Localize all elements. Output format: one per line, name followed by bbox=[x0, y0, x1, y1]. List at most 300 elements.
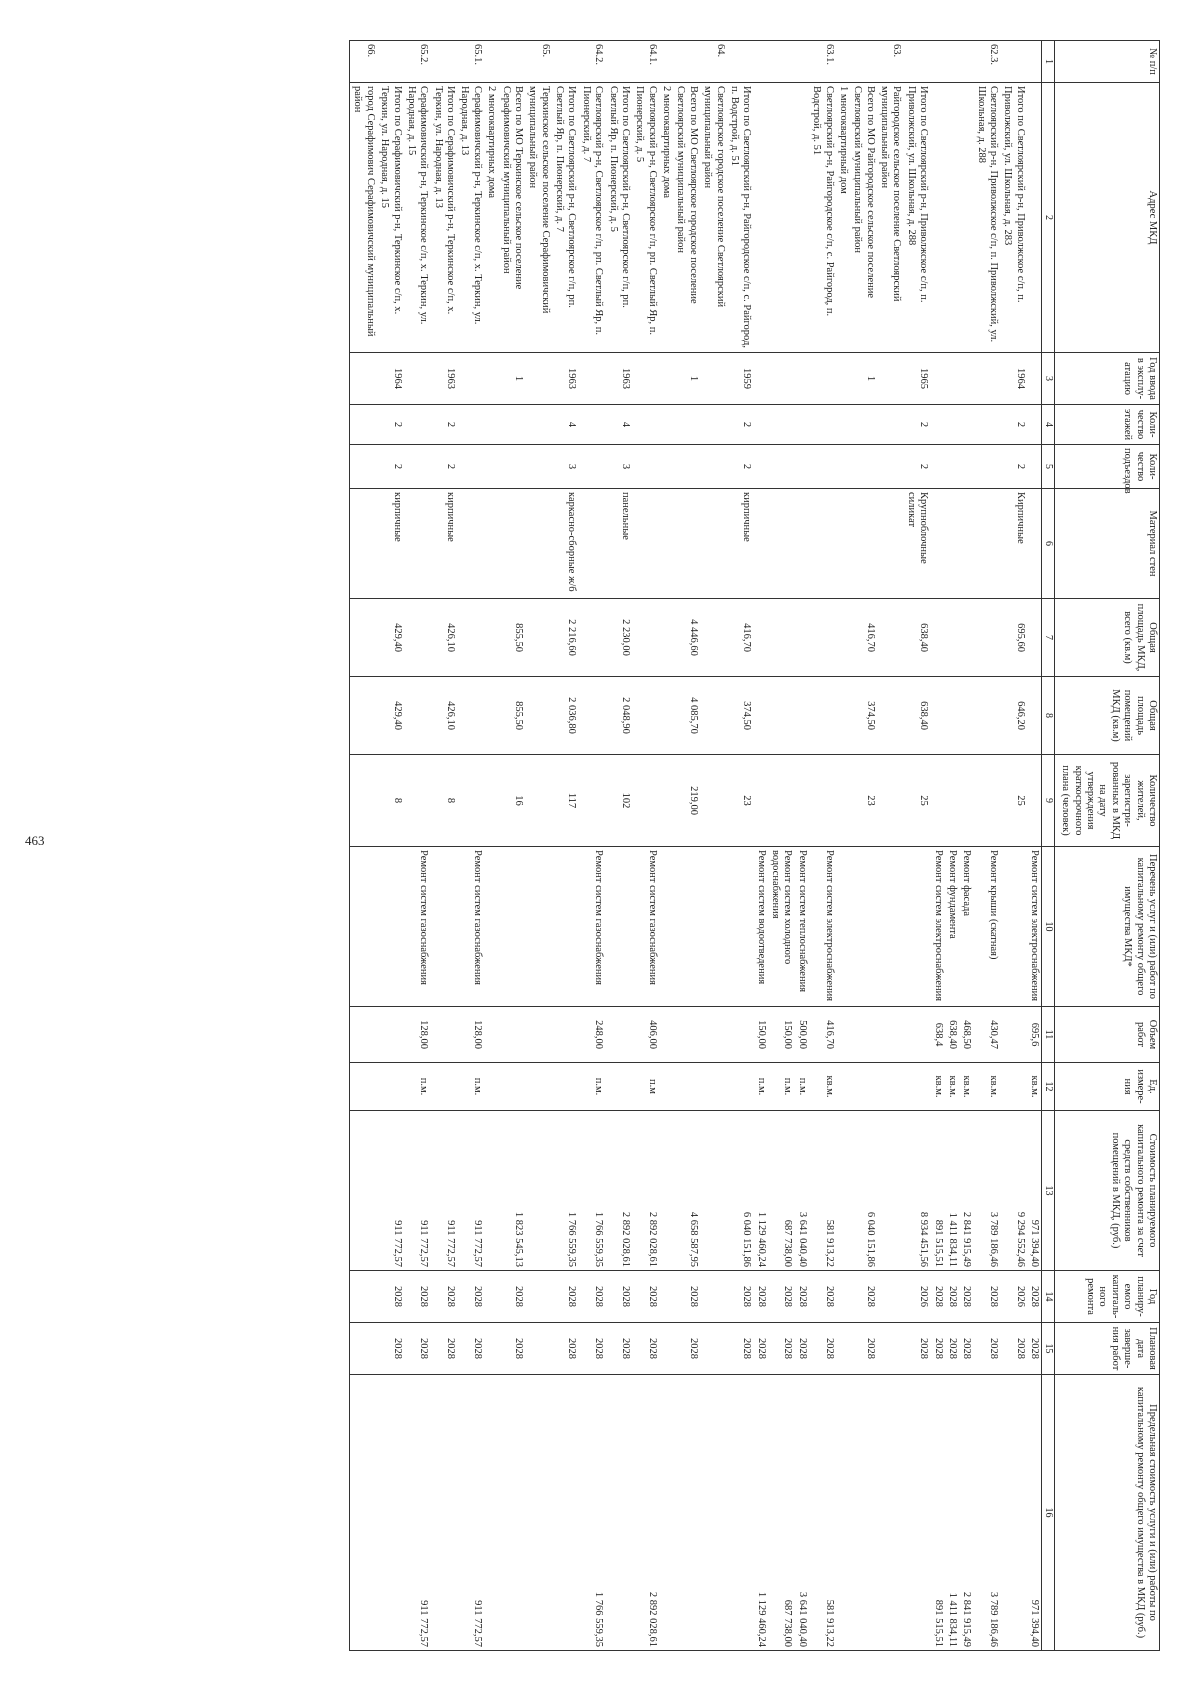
cell-premises-area bbox=[350, 677, 377, 755]
cell-floors bbox=[945, 405, 959, 445]
cell-year-built: 1 bbox=[673, 353, 700, 405]
cell-unit bbox=[525, 1063, 552, 1111]
cell-premises-area bbox=[794, 677, 808, 755]
cell-residents: 23 bbox=[850, 755, 877, 847]
cell-repair-year: 2028 bbox=[794, 1271, 808, 1323]
cell-floors bbox=[850, 405, 877, 445]
cell-max-cost: 971 394,40 bbox=[1027, 1375, 1042, 1651]
cell-residents: 8 bbox=[377, 755, 404, 847]
cell-year-built bbox=[525, 353, 552, 405]
cell-entrances bbox=[350, 445, 377, 489]
cell-entrances bbox=[404, 445, 431, 489]
cell-repair-year: 2028 bbox=[552, 1271, 579, 1323]
cell-completion-date: 2028 bbox=[809, 1323, 836, 1375]
cell-cost: 911 772,57 bbox=[404, 1111, 431, 1271]
cell-residents: 219,00 bbox=[673, 755, 700, 847]
cell-cost: 4 658 587,95 bbox=[673, 1111, 700, 1271]
cell-completion-date bbox=[350, 1323, 377, 1375]
cell-cost: 1 411 834,11 bbox=[945, 1111, 959, 1271]
cell-address: Итого по Серафимовичский р-н, Теркинское с/п, х. Теркин, ул. Народная, д. 15 bbox=[377, 83, 404, 353]
cell-unit: п.м. bbox=[768, 1063, 795, 1111]
cell-residents: 117 bbox=[552, 755, 579, 847]
cell-address bbox=[945, 83, 959, 353]
cell-row-number bbox=[794, 41, 808, 83]
cell-unit: п.м. bbox=[794, 1063, 808, 1111]
cell-max-cost bbox=[659, 1375, 673, 1651]
cell-repair-year: 2028 bbox=[1027, 1271, 1042, 1323]
cell-premises-area bbox=[700, 677, 727, 755]
cell-year-built: 1963 bbox=[430, 353, 457, 405]
cell-wall-material bbox=[850, 489, 877, 599]
cell-completion-date: 2028 bbox=[930, 1323, 944, 1375]
cell-wall-material bbox=[836, 489, 850, 599]
cell-work-volume bbox=[552, 1007, 579, 1063]
cell-unit bbox=[903, 1063, 930, 1111]
header-total-area: Общая площадь МКД, всего (кв.м) bbox=[1055, 599, 1160, 677]
cell-residents bbox=[809, 755, 836, 847]
cell-residents bbox=[350, 755, 377, 847]
header-residents: Количество жителей, зарегистри-рованных в МКД на дату утверждения краткосрочного плана (человек) bbox=[1055, 755, 1160, 847]
cell-floors bbox=[930, 405, 944, 445]
header-volume: Объем работ bbox=[1055, 1007, 1160, 1063]
column-number: 7 bbox=[1042, 599, 1055, 677]
page-number: 463 bbox=[25, 833, 45, 848]
cell-max-cost: 2 892 028,61 bbox=[632, 1375, 659, 1651]
cell-address bbox=[794, 83, 808, 353]
cell-floors bbox=[700, 405, 727, 445]
cell-floors bbox=[809, 405, 836, 445]
cell-unit bbox=[877, 1063, 904, 1111]
cell-residents bbox=[457, 755, 484, 847]
cell-floors bbox=[673, 405, 700, 445]
cell-repair-year: 2028 bbox=[973, 1271, 1000, 1323]
cell-total-area: 638,40 bbox=[903, 599, 930, 677]
cell-cost: 3 789 186,46 bbox=[973, 1111, 1000, 1271]
cell-cost: 687 738,00 bbox=[768, 1111, 795, 1271]
cell-total-area bbox=[794, 599, 808, 677]
cell-total-area bbox=[350, 599, 377, 677]
cell-work-type bbox=[673, 847, 700, 1007]
cell-completion-date bbox=[525, 1323, 552, 1375]
cell-residents bbox=[578, 755, 605, 847]
cell-max-cost bbox=[700, 1375, 727, 1651]
table-row bbox=[959, 41, 973, 1651]
cell-unit: п.м bbox=[632, 1063, 659, 1111]
cell-address: Итого по Светлоярский р-н, Райгородское с/п, с. Райгород, п. Водстрой, д. 51 bbox=[727, 83, 754, 353]
cell-completion-date: 2028 bbox=[794, 1323, 808, 1375]
cell-max-cost: 1 411 834,11 bbox=[945, 1375, 959, 1651]
cell-completion-date: 2028 bbox=[727, 1323, 754, 1375]
cell-total-area bbox=[632, 599, 659, 677]
cell-premises-area bbox=[809, 677, 836, 755]
table-row bbox=[430, 41, 457, 1651]
cell-work-volume bbox=[430, 1007, 457, 1063]
cell-wall-material bbox=[945, 489, 959, 599]
cell-residents: 16 bbox=[498, 755, 525, 847]
cell-entrances bbox=[930, 445, 944, 489]
cell-year-built bbox=[484, 353, 498, 405]
cell-work-volume bbox=[484, 1007, 498, 1063]
cell-year-built bbox=[877, 353, 904, 405]
column-number-row bbox=[1042, 41, 1055, 1651]
table-header bbox=[1042, 41, 1160, 1651]
cell-residents: 25 bbox=[1000, 755, 1027, 847]
cell-max-cost bbox=[498, 1375, 525, 1651]
cell-wall-material bbox=[457, 489, 484, 599]
cell-row-number bbox=[959, 41, 973, 83]
cell-row-number bbox=[930, 41, 944, 83]
cell-address: Райгородское сельское поселение Светлоярский муниципальный район bbox=[877, 83, 904, 353]
cell-completion-date: 2028 bbox=[959, 1323, 973, 1375]
cell-work-type bbox=[850, 847, 877, 1007]
cell-address: 1 многоквартирный дом bbox=[836, 83, 850, 353]
cell-max-cost bbox=[836, 1375, 850, 1651]
cell-premises-area: 4 085,70 bbox=[673, 677, 700, 755]
cell-address bbox=[768, 83, 795, 353]
cell-unit bbox=[727, 1063, 754, 1111]
cell-entrances: 2 bbox=[430, 445, 457, 489]
cell-address: Серафимовичский р-н, Теркинское с/п, х. Теркин, ул. Народная, д. 13 bbox=[457, 83, 484, 353]
column-number: 10 bbox=[1042, 847, 1055, 1007]
cell-cost: 581 913,22 bbox=[809, 1111, 836, 1271]
cell-completion-date bbox=[877, 1323, 904, 1375]
cell-premises-area bbox=[484, 677, 498, 755]
cell-entrances bbox=[809, 445, 836, 489]
cell-address: Итого по Светлоярский р-н, Приволжское с/п, п. Приволжский, ул. Школьная, д. 283 bbox=[1000, 83, 1027, 353]
cell-entrances bbox=[1027, 445, 1042, 489]
cell-max-cost bbox=[877, 1375, 904, 1651]
cell-row-number: 64. bbox=[700, 41, 727, 83]
header-row bbox=[1055, 41, 1160, 1651]
cell-year-built: 1 bbox=[850, 353, 877, 405]
cell-floors bbox=[794, 405, 808, 445]
cell-entrances: 2 bbox=[1000, 445, 1027, 489]
cell-wall-material bbox=[659, 489, 673, 599]
cell-premises-area bbox=[578, 677, 605, 755]
cell-year-built bbox=[753, 353, 767, 405]
cell-row-number: 66. bbox=[350, 41, 377, 83]
cell-row-number bbox=[1000, 41, 1027, 83]
cell-row-number bbox=[727, 41, 754, 83]
cell-total-area bbox=[809, 599, 836, 677]
cell-total-area bbox=[836, 599, 850, 677]
cell-residents bbox=[768, 755, 795, 847]
cell-address bbox=[753, 83, 767, 353]
cell-max-cost bbox=[525, 1375, 552, 1651]
cell-max-cost: 3 789 186,46 bbox=[973, 1375, 1000, 1651]
cell-residents bbox=[794, 755, 808, 847]
cell-max-cost: 1 129 460,24 bbox=[753, 1375, 767, 1651]
cell-premises-area bbox=[959, 677, 973, 755]
cell-work-type: Ремонт фундамента bbox=[945, 847, 959, 1007]
cell-row-number bbox=[753, 41, 767, 83]
cell-premises-area: 374,50 bbox=[850, 677, 877, 755]
table-row bbox=[457, 41, 484, 1651]
column-number: 6 bbox=[1042, 489, 1055, 599]
cell-year-built bbox=[809, 353, 836, 405]
cell-total-area: 426,10 bbox=[430, 599, 457, 677]
cell-residents bbox=[659, 755, 673, 847]
cell-year-built bbox=[973, 353, 1000, 405]
cell-work-volume bbox=[673, 1007, 700, 1063]
cell-cost: 8 934 451,56 bbox=[903, 1111, 930, 1271]
cell-unit bbox=[1000, 1063, 1027, 1111]
cell-year-built bbox=[700, 353, 727, 405]
cell-completion-date: 2028 bbox=[945, 1323, 959, 1375]
cell-work-type bbox=[1000, 847, 1027, 1007]
cell-work-type bbox=[903, 847, 930, 1007]
cell-floors: 2 bbox=[903, 405, 930, 445]
cell-row-number bbox=[605, 41, 632, 83]
cell-floors bbox=[525, 405, 552, 445]
cell-premises-area: 646,20 bbox=[1000, 677, 1027, 755]
cell-premises-area bbox=[632, 677, 659, 755]
cell-year-built: 1963 bbox=[552, 353, 579, 405]
cell-row-number bbox=[498, 41, 525, 83]
cell-row-number: 63. bbox=[877, 41, 904, 83]
cell-entrances bbox=[794, 445, 808, 489]
cell-work-type: Ремонт систем теплоснабжения bbox=[794, 847, 808, 1007]
cell-cost bbox=[877, 1111, 904, 1271]
cell-unit bbox=[350, 1063, 377, 1111]
cell-address: город Серафимович Серафимовичский муниципальный район bbox=[350, 83, 377, 353]
cell-entrances: 2 bbox=[377, 445, 404, 489]
header-premises-area: Общая площадь помещений МКД (кв.м) bbox=[1055, 677, 1160, 755]
cell-cost: 911 772,57 bbox=[377, 1111, 404, 1271]
cell-max-cost: 687 738,00 bbox=[768, 1375, 795, 1651]
cell-work-volume bbox=[1000, 1007, 1027, 1063]
cell-cost: 3 641 040,40 bbox=[794, 1111, 808, 1271]
cell-cost bbox=[484, 1111, 498, 1271]
cell-total-area bbox=[1027, 599, 1042, 677]
column-number: 1 bbox=[1042, 41, 1055, 83]
cell-premises-area bbox=[525, 677, 552, 755]
cell-repair-year: 2028 bbox=[430, 1271, 457, 1323]
table-row bbox=[768, 41, 795, 1651]
cell-entrances bbox=[457, 445, 484, 489]
cell-wall-material: Кирпичные bbox=[1000, 489, 1027, 599]
cell-cost: 891 515,51 bbox=[930, 1111, 944, 1271]
cell-total-area bbox=[959, 599, 973, 677]
cell-unit bbox=[430, 1063, 457, 1111]
cell-floors: 4 bbox=[552, 405, 579, 445]
cell-work-type bbox=[605, 847, 632, 1007]
cell-cost: 1 823 545,13 bbox=[498, 1111, 525, 1271]
cell-row-number bbox=[552, 41, 579, 83]
cell-total-area: 416,70 bbox=[727, 599, 754, 677]
cell-repair-year: 2028 bbox=[578, 1271, 605, 1323]
cell-address: 2 многоквартирных дома bbox=[484, 83, 498, 353]
header-wall-material: Материал стен bbox=[1055, 489, 1160, 599]
cell-repair-year bbox=[350, 1271, 377, 1323]
cell-row-number bbox=[430, 41, 457, 83]
cell-cost bbox=[350, 1111, 377, 1271]
cell-address: Всего по МО Райгородское сельское поселение Светлоярский муниципальный район bbox=[850, 83, 877, 353]
cell-completion-date: 2028 bbox=[1027, 1323, 1042, 1375]
cell-cost: 6 040 151,86 bbox=[850, 1111, 877, 1271]
cell-premises-area: 2 036,80 bbox=[552, 677, 579, 755]
cell-total-area: 855,50 bbox=[498, 599, 525, 677]
cell-total-area bbox=[753, 599, 767, 677]
cell-completion-date: 2028 bbox=[578, 1323, 605, 1375]
cell-work-type bbox=[727, 847, 754, 1007]
cell-total-area bbox=[700, 599, 727, 677]
cell-wall-material bbox=[700, 489, 727, 599]
cell-repair-year: 2028 bbox=[404, 1271, 431, 1323]
header-completion-date: Плановая дата заверше-ния работ bbox=[1055, 1323, 1160, 1375]
cell-year-built: 1963 bbox=[605, 353, 632, 405]
cell-year-built: 1 bbox=[498, 353, 525, 405]
column-number: 9 bbox=[1042, 755, 1055, 847]
cell-floors: 2 bbox=[430, 405, 457, 445]
cell-residents bbox=[1027, 755, 1042, 847]
cell-entrances: 2 bbox=[903, 445, 930, 489]
cell-work-volume: 128,00 bbox=[457, 1007, 484, 1063]
cell-year-built bbox=[659, 353, 673, 405]
cell-address: 2 многоквартирных дома bbox=[659, 83, 673, 353]
cell-wall-material bbox=[525, 489, 552, 599]
cell-residents bbox=[753, 755, 767, 847]
table-row bbox=[836, 41, 850, 1651]
cell-entrances bbox=[753, 445, 767, 489]
cell-repair-year bbox=[484, 1271, 498, 1323]
cell-address: Теркинское сельское поселение Серафимовичский муниципальный район bbox=[525, 83, 552, 353]
header-unit: Ед. измере-ния bbox=[1055, 1063, 1160, 1111]
cell-address bbox=[1027, 83, 1042, 353]
cell-row-number: 65. bbox=[525, 41, 552, 83]
cell-row-number: 64.1. bbox=[632, 41, 659, 83]
column-number: 2 bbox=[1042, 83, 1055, 353]
cell-premises-area: 429,40 bbox=[377, 677, 404, 755]
cell-repair-year bbox=[877, 1271, 904, 1323]
cell-max-cost: 581 913,22 bbox=[809, 1375, 836, 1651]
cell-work-volume: 128,00 bbox=[404, 1007, 431, 1063]
cell-work-type: Ремонт крыши (скатная) bbox=[973, 847, 1000, 1007]
table-row bbox=[850, 41, 877, 1651]
cell-floors bbox=[768, 405, 795, 445]
cell-floors bbox=[659, 405, 673, 445]
cell-floors bbox=[578, 405, 605, 445]
cell-repair-year bbox=[700, 1271, 727, 1323]
table-row bbox=[945, 41, 959, 1651]
table-row bbox=[632, 41, 659, 1651]
cell-entrances: 3 bbox=[552, 445, 579, 489]
cell-total-area bbox=[877, 599, 904, 677]
cell-work-type bbox=[498, 847, 525, 1007]
cell-work-volume: 406,00 bbox=[632, 1007, 659, 1063]
cell-wall-material: кирпичные bbox=[377, 489, 404, 599]
cell-address bbox=[959, 83, 973, 353]
cell-work-type: Ремонт фасада bbox=[959, 847, 973, 1007]
cell-unit bbox=[659, 1063, 673, 1111]
cell-work-type: Ремонт систем водоотведения bbox=[753, 847, 767, 1007]
cell-work-volume bbox=[498, 1007, 525, 1063]
cell-entrances bbox=[836, 445, 850, 489]
column-number: 12 bbox=[1042, 1063, 1055, 1111]
cell-row-number bbox=[903, 41, 930, 83]
cell-work-type: Ремонт систем электроснабжения bbox=[1027, 847, 1042, 1007]
cell-unit: п.м. bbox=[753, 1063, 767, 1111]
cell-year-built: 1964 bbox=[1000, 353, 1027, 405]
cell-unit bbox=[850, 1063, 877, 1111]
cell-entrances bbox=[525, 445, 552, 489]
cell-wall-material bbox=[498, 489, 525, 599]
cell-work-volume bbox=[377, 1007, 404, 1063]
cell-floors bbox=[877, 405, 904, 445]
cell-premises-area: 2 048,90 bbox=[605, 677, 632, 755]
cell-year-built bbox=[930, 353, 944, 405]
cell-repair-year: 2028 bbox=[753, 1271, 767, 1323]
cell-address: Всего по МО Теркинское сельское поселение Серафимовичский муниципальный район bbox=[498, 83, 525, 353]
cell-work-volume: 430,47 bbox=[973, 1007, 1000, 1063]
cell-premises-area bbox=[768, 677, 795, 755]
table-row bbox=[377, 41, 404, 1651]
table-row bbox=[700, 41, 727, 1651]
cell-wall-material bbox=[673, 489, 700, 599]
cell-premises-area bbox=[404, 677, 431, 755]
cell-premises-area: 426,10 bbox=[430, 677, 457, 755]
cell-wall-material: панельные bbox=[605, 489, 632, 599]
cell-year-built: 1959 bbox=[727, 353, 754, 405]
cell-completion-date: 2028 bbox=[632, 1323, 659, 1375]
table-row bbox=[973, 41, 1000, 1651]
cell-repair-year: 2028 bbox=[457, 1271, 484, 1323]
cell-work-volume bbox=[525, 1007, 552, 1063]
cell-residents bbox=[973, 755, 1000, 847]
cell-cost: 1 766 559,35 bbox=[552, 1111, 579, 1271]
cell-max-cost bbox=[377, 1375, 404, 1651]
cell-floors bbox=[973, 405, 1000, 445]
cell-entrances bbox=[945, 445, 959, 489]
cell-completion-date: 2028 bbox=[404, 1323, 431, 1375]
cell-repair-year: 2028 bbox=[930, 1271, 944, 1323]
cell-cost: 2 841 915,49 bbox=[959, 1111, 973, 1271]
cell-completion-date bbox=[484, 1323, 498, 1375]
cell-max-cost bbox=[903, 1375, 930, 1651]
cell-max-cost: 1 766 559,35 bbox=[578, 1375, 605, 1651]
cell-max-cost bbox=[484, 1375, 498, 1651]
table-row bbox=[809, 41, 836, 1651]
cell-total-area bbox=[578, 599, 605, 677]
cell-work-volume: 416,70 bbox=[809, 1007, 836, 1063]
cell-row-number bbox=[673, 41, 700, 83]
cell-work-type bbox=[377, 847, 404, 1007]
cell-completion-date: 2028 bbox=[498, 1323, 525, 1375]
cell-row-number: 63.1. bbox=[809, 41, 836, 83]
table-row bbox=[1000, 41, 1027, 1651]
table-row bbox=[727, 41, 754, 1651]
cell-year-built bbox=[632, 353, 659, 405]
cell-row-number bbox=[836, 41, 850, 83]
header-floors: Коли-чество этажей bbox=[1055, 405, 1160, 445]
cell-max-cost bbox=[605, 1375, 632, 1651]
cell-cost bbox=[525, 1111, 552, 1271]
cell-max-cost: 2 841 915,49 bbox=[959, 1375, 973, 1651]
table-row bbox=[498, 41, 525, 1651]
cell-work-volume: 150,00 bbox=[768, 1007, 795, 1063]
cell-wall-material bbox=[973, 489, 1000, 599]
cell-row-number bbox=[1027, 41, 1042, 83]
header-address: Адрес МКД bbox=[1055, 83, 1160, 353]
cell-floors: 2 bbox=[377, 405, 404, 445]
cell-total-area: 2 230,00 bbox=[605, 599, 632, 677]
cell-year-built bbox=[945, 353, 959, 405]
cell-wall-material bbox=[350, 489, 377, 599]
cell-premises-area bbox=[659, 677, 673, 755]
cell-work-volume: 638,40 bbox=[945, 1007, 959, 1063]
cell-year-built: 1965 bbox=[903, 353, 930, 405]
cell-work-type bbox=[350, 847, 377, 1007]
